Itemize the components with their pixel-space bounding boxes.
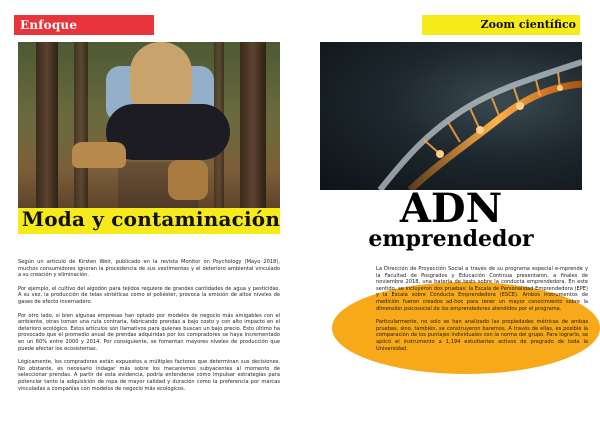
- article-subtitle-emprendedor: emprendedor: [368, 226, 534, 252]
- fashion-photo: [18, 42, 280, 212]
- left-page: [0, 0, 298, 424]
- paragraph: Lógicamente, los compradores están expuestos a múltiples factores que determinan sus decisiones. No obstante, es necesario indagar más sobre los mecanismos subyacentes al momento de seleccionar prendas. A partir de esta evidencia, podría entenderse cómo impulsar estrategias para potenciar tanto la adquisición de ropa de mayor calidad y duración como la preferencia por marcas vinculadas a compañías con modelos de negocio más ecológicos.: [18, 359, 280, 392]
- paragraph: Por otro lado, si bien algunas empresas han optado por modelos de negocio más amigables con el ambiente, otras toman una ruta contraria, fabricando prendas a bajo costo y con alto impacto en el deterioro ecológico. Estos artículos son llamativos para quienes buscan un bajo precio. Esto último ha provocado que el promedio anual de prendas adquiridas por los compradores se haya incrementado en un 60% entre 2000 y 2014. Por consiguiente, se fomentan mayores niveles de producción que puede afectar los ecosistemas.: [18, 312, 280, 352]
- paragraph: Por ejemplo, el cultivo del algodón para tejidos requiere de grandes cantidades de agua y pesticidas. A su vez, la producción de telas sintéticas como el poliéster, provoca la emisión de altos niveles de gases de efecto invernadero.: [18, 285, 280, 305]
- article-title-moda: Moda y contaminación: [21, 207, 281, 231]
- article-body-left: [18, 259, 280, 399]
- section-tag-zoom: Zoom científico: [422, 15, 580, 35]
- boot: [168, 160, 208, 200]
- right-page: [302, 0, 600, 424]
- paragraph: Según un artículo de Kirsten Weir, publicado en la revista Monitor on Psychology (Mayo 2018), muchos consumidores ignoran la procedencia de sus vestimentas y el deterioro ambiental vinculado a su creación y eliminación.: [18, 259, 280, 279]
- tree-trunk: [36, 42, 58, 212]
- paragraph: La Dirección de Proyección Social a través de su programa especial e-mprende y la Facultad de Posgrados y Educación Continua presentaron, a finales de noviembre 2018, una batería de tests sobre la conducta emprendedora. En este sentido, se incluyeron dos pruebas: la Escala de Personalidad Emprendedora (EPE) y la Escala sobre Conducta Emprendedora (ESCE). Ambos instrumentos de medición fueron creados ad-hoc para tener un mayor conocimiento sobre la dimensión psicosocial de los emprendedores atendidos por el programa.: [376, 266, 588, 312]
- boot: [72, 142, 126, 168]
- tree-trunk: [74, 42, 88, 212]
- dna-photo: [320, 42, 582, 190]
- person-hair: [130, 42, 192, 112]
- article-title-adn: ADN: [399, 185, 503, 232]
- article-body-right: [376, 266, 588, 359]
- tree-trunk: [240, 42, 266, 212]
- dna-helix-illustration: [320, 42, 582, 190]
- paragraph: Particularmente, no solo se han analizado las propiedades métricas de ambas pruebas, sino, también, se construyeron baremos. A través de ellas, es posible la comparación de los puntajes individuales con la norma del grupo. Para lograrlo, se aplicó el instrumento a 1,194 estudiantes activos de pregrado de toda la Universidad.: [376, 319, 588, 352]
- section-tag-enfoque: Enfoque: [14, 15, 154, 35]
